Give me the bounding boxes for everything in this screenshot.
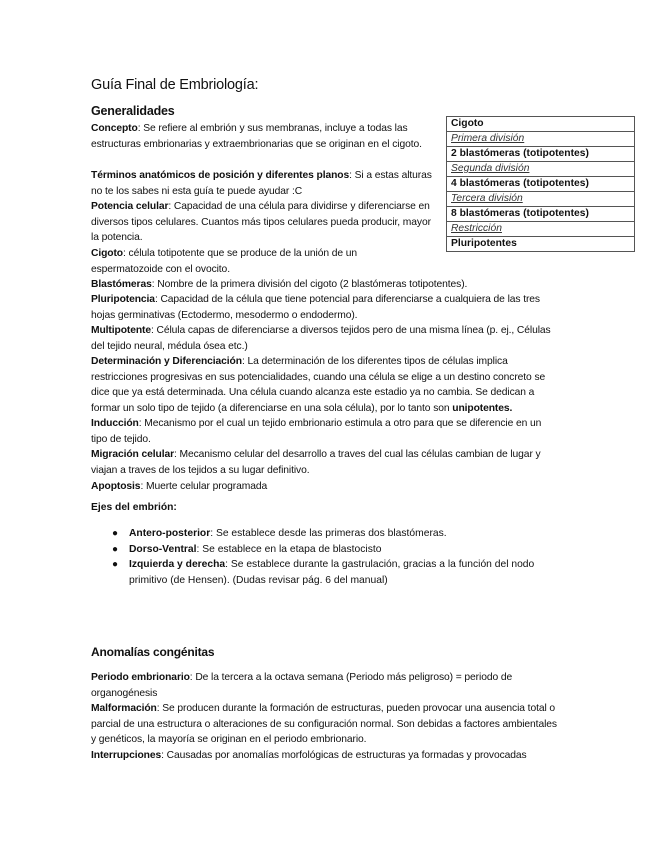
table-row bbox=[447, 207, 635, 222]
table-cell: Restricción bbox=[447, 222, 635, 237]
paragraph-concepto bbox=[91, 121, 426, 152]
section-heading-generalidades: Generalidades bbox=[91, 104, 175, 118]
term-interrupciones: Interrupciones bbox=[91, 750, 162, 761]
cigoto-division-table bbox=[446, 116, 635, 252]
term-periodo: Periodo embrionario bbox=[91, 672, 190, 683]
paragraph-terminos bbox=[91, 168, 435, 199]
list-item bbox=[112, 542, 569, 558]
term-concepto: Concepto bbox=[91, 123, 138, 134]
text-apoptosis: : Muerte celular programada bbox=[140, 481, 268, 492]
list-item bbox=[112, 526, 569, 542]
table-row bbox=[447, 162, 635, 177]
section-heading-anomalias: Anomalías congénitas bbox=[91, 645, 215, 659]
paragraph-pluripotencia bbox=[91, 292, 553, 323]
list-item bbox=[112, 557, 569, 588]
paragraph-interrupciones bbox=[91, 748, 566, 764]
paragraph-malformacion bbox=[91, 701, 563, 748]
table-row bbox=[447, 132, 635, 147]
ejes-term: Dorso-Ventral bbox=[129, 543, 197, 555]
text-terminos: : Si a estas alturas no te los sabes ni esta guía te puede ayudar :C bbox=[91, 170, 432, 197]
table-row bbox=[447, 222, 635, 237]
term-multipotente: Multipotente bbox=[91, 325, 151, 336]
document-title: Guía Final de Embriología: bbox=[91, 77, 259, 93]
ejes-term: Izquierda y derecha bbox=[129, 559, 226, 571]
paragraph-apoptosis bbox=[91, 479, 553, 495]
term-cigoto: Cigoto bbox=[91, 248, 123, 259]
term-pluripotencia: Pluripotencia bbox=[91, 294, 155, 305]
term-malformacion: Malformación bbox=[91, 703, 157, 714]
table-row bbox=[447, 117, 635, 132]
ejes-list bbox=[112, 526, 569, 588]
ejes-text: : Se establece desde las primeras dos blastómeras. bbox=[210, 528, 447, 539]
text-migracion: : Mecanismo celular del desarrollo a traves del cual las células cambian de lugar y viajan a traves de los tejidos a su lugar definitivo. bbox=[91, 449, 541, 476]
table-cell: 8 blastómeras (totipotentes) bbox=[447, 207, 635, 222]
text-determinacion: : La determinación de los diferentes tipos de células implica restricciones progresivas en sus potencialidades, cuando una célula se elige a un destino concreto se dice que ya está determinada. Una célula cuando alcanza este estadio ya no cambia. Se dedican a formar un solo tipo de tejido (a diferenciarse en una sola célula), por lo tanto son bbox=[91, 356, 546, 414]
term-potencia: Potencia celular bbox=[91, 201, 169, 212]
term-apoptosis: Apoptosis bbox=[91, 481, 141, 492]
bullet-icon: ● bbox=[112, 559, 119, 571]
paragraph-potencia bbox=[91, 199, 436, 246]
ejes-text: : Se establece en la etapa de blastocisto bbox=[196, 543, 382, 555]
paragraph-determinacion bbox=[91, 354, 553, 416]
paragraph-periodo bbox=[91, 670, 553, 701]
term-terminos: Términos anatómicos de posición y diferentes planos bbox=[91, 170, 350, 181]
table-cell: Cigoto bbox=[447, 117, 635, 132]
paragraph-induccion bbox=[91, 416, 553, 447]
ejes-heading: Ejes del embrión: bbox=[91, 502, 177, 513]
table-row bbox=[447, 177, 635, 192]
text-concepto: : Se refiere al embrión y sus membranas, incluye a todas las estructuras embrionarias y extraembrionarias que se originan en el cigoto. bbox=[91, 123, 422, 150]
text-periodo: : De la tercera a la octava semana (Periodo más peligroso) = periodo de organogénesis bbox=[91, 672, 513, 699]
table-cell: Tercera división bbox=[447, 192, 635, 207]
table-cell: Primera división bbox=[447, 132, 635, 147]
table-cell: Pluripotentes bbox=[447, 237, 635, 252]
text-pluripotencia: : Capacidad de la célula que tiene potencial para diferenciarse a cualquiera de las tres hojas germinativas (Ectodermo, mesodermo o endodermo). bbox=[91, 294, 540, 321]
text-induccion: : Mecanismo por el cual un tejido embrionario estimula a otro para que se diferencie en un tipo de tejido. bbox=[91, 418, 542, 445]
bullet-icon: ● bbox=[112, 543, 119, 555]
text-interrupciones: : Causadas por anomalías morfológicas de estructuras ya formadas y provocadas bbox=[161, 750, 527, 761]
paragraph-cigoto bbox=[91, 246, 391, 277]
ejes-term: Antero-posterior bbox=[129, 528, 211, 539]
table-row bbox=[447, 237, 635, 252]
paragraph-multipotente bbox=[91, 323, 553, 354]
table-cell: Segunda división bbox=[447, 162, 635, 177]
text-cigoto: : célula totipotente que se produce de la unión de un espermatozoide con el ovocito. bbox=[91, 248, 357, 275]
term-determinacion: Determinación y Diferenciación bbox=[91, 356, 242, 367]
table-row bbox=[447, 192, 635, 207]
term-migracion: Migración celular bbox=[91, 449, 174, 460]
text-malformacion: : Se producen durante la formación de estructuras, pueden provocar una ausencia total o parcial de una estructura o alteraciones de su configuración normal. Son debidas a factores ambientales y genéticos, la mayoría se originan en el periodo embrionario. bbox=[91, 703, 557, 746]
table-cell: 4 blastómeras (totipotentes) bbox=[447, 177, 635, 192]
paragraph-blastomeras bbox=[91, 277, 551, 293]
term-induccion: Inducción bbox=[91, 418, 139, 429]
text-potencia: : Capacidad de una célula para dividirse y diferenciarse en diversos tipos celulares. Cuantos más tipos celulares pueda producir, mayor la potencia. bbox=[91, 201, 431, 244]
term-unipotentes: unipotentes. bbox=[452, 402, 513, 414]
ejes-text: : Se establece durante la gastrulación, gracias a la función del nodo primitivo (de Hensen). (Dudas revisar pág. 6 del manual) bbox=[129, 559, 535, 586]
bullet-icon: ● bbox=[112, 528, 119, 539]
text-blastomeras: : Nombre de la primera división del cigoto (2 blastómeras totipotentes). bbox=[151, 279, 468, 290]
table-cell: 2 blastómeras (totipotentes) bbox=[447, 147, 635, 162]
term-blastomeras: Blastómeras bbox=[91, 279, 152, 290]
table-row bbox=[447, 147, 635, 162]
text-multipotente: : Célula capas de diferenciarse a diversos tejidos pero de una misma línea (p. ej., Células del tejido neural, médula ósea etc.) bbox=[91, 325, 551, 352]
paragraph-migracion bbox=[91, 447, 553, 478]
